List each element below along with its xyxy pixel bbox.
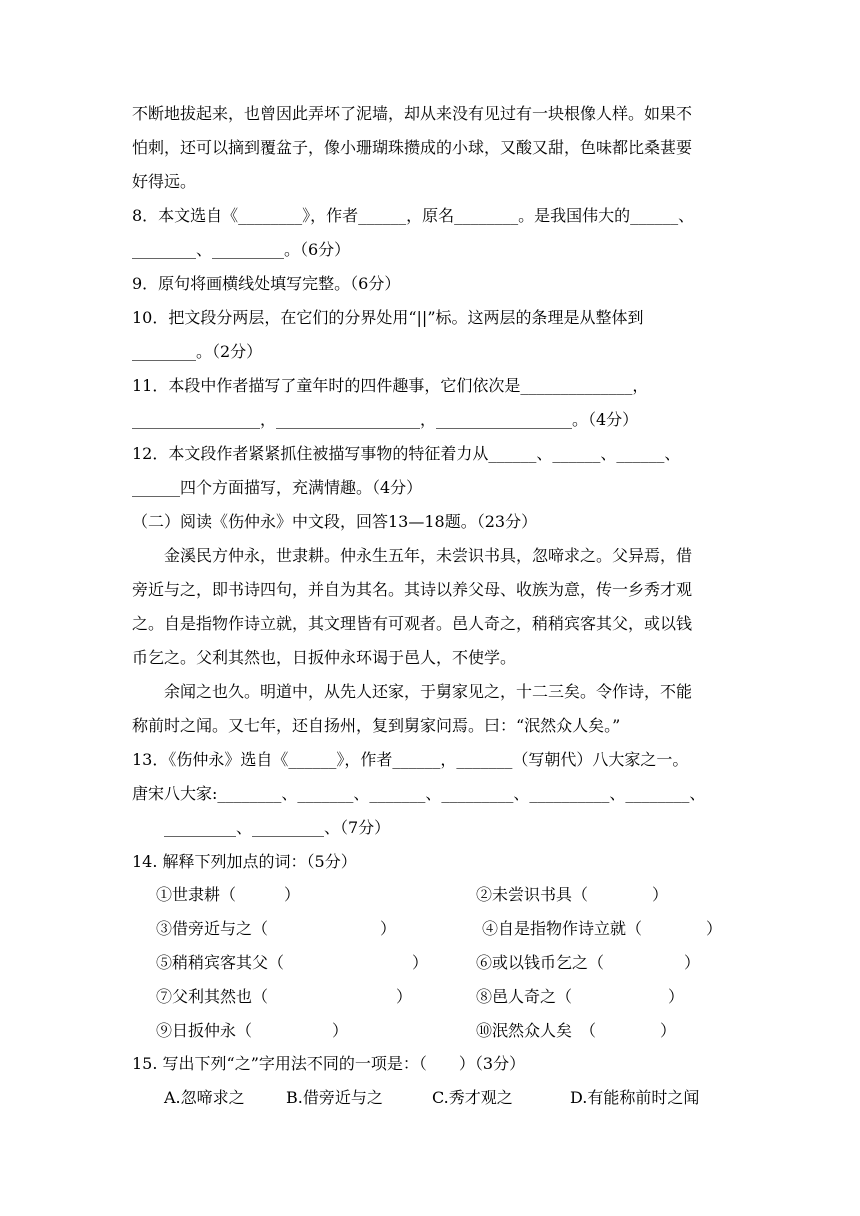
q14-item-2: ②未尝识书具（ ） bbox=[476, 885, 669, 904]
passage-b-p1-line-1: 金溪民方仲永，世隶耕。仲永生五年，未尝识书具，忽啼求之。父异焉，借 bbox=[164, 546, 693, 565]
q15-option-a: A.忽啼求之 bbox=[164, 1088, 245, 1107]
q14-item-10: ⑩泯然众人矣 （ ） bbox=[476, 1021, 677, 1040]
q14-item-4: ④自是指物作诗立就（ ） bbox=[482, 919, 723, 938]
q15-option-b: B.借旁近与之 bbox=[286, 1088, 383, 1107]
question-11-line-1: 11．本段中作者描写了童年时的四件趣事，它们依次是______________， bbox=[132, 376, 649, 395]
q15-option-c: C.秀才观之 bbox=[432, 1088, 513, 1107]
question-9: 9．原句将画横线处填写完整。（6分） bbox=[132, 274, 401, 293]
passage-b-p1-line-2: 旁近与之，即书诗四句，并自为其名。其诗以养父母、收族为意，传一乡秀才观 bbox=[132, 580, 693, 599]
passage-b-p1-line-4: 币乞之。父利其然也，日扳仲永环谒于邑人，不使学。 bbox=[132, 648, 517, 667]
q14-item-1: ①世隶耕（ ） bbox=[156, 885, 301, 904]
passage-a-line-3: 好得远。 bbox=[132, 172, 197, 191]
q15-option-d: D.有能称前时之闻 bbox=[570, 1088, 700, 1107]
question-12-line-1: 12．本文段作者紧紧抓住被描写事物的特征着力从______、______、______、 bbox=[132, 444, 681, 463]
question-12-line-2: ______四个方面描写，充满情趣。（4分） bbox=[132, 478, 423, 497]
passage-a-line-1: 不断地拔起来，也曾因此弄坏了泥墙，却从来没有见过有一块根像人样。如果不 bbox=[132, 104, 693, 123]
q14-item-9: ⑨日扳仲永（ ） bbox=[156, 1021, 349, 1040]
question-11-line-2: ________________，__________________，_________________。（4分） bbox=[132, 410, 639, 429]
question-10-line-2: ________。（2分） bbox=[132, 342, 263, 361]
passage-a-line-2: 怕刺，还可以摘到覆盆子，像小珊瑚珠攒成的小球，又酸又甜，色味都比桑葚要 bbox=[132, 138, 693, 157]
q14-item-7: ⑦父利其然也（ ） bbox=[156, 987, 413, 1006]
question-13-line-3: _________、_________、（7分） bbox=[164, 818, 391, 837]
question-14-stem: 14. 解释下列加点的词：（5分） bbox=[132, 852, 357, 871]
passage-b-p2-line-1: 余闻之也久。明道中，从先人还家，于舅家见之，十二三矣。令作诗，不能 bbox=[164, 682, 693, 701]
q14-item-5: ⑤稍稍宾客其父（ ） bbox=[156, 953, 429, 972]
q14-item-6: ⑥或以钱币乞之（ ） bbox=[476, 953, 701, 972]
section-2-heading: （二）阅读《伤仲永》中文段，回答13—18题。（23分） bbox=[132, 512, 538, 531]
question-13-line-2: 唐宋八大家:________、_______、_______、_________、__________、________、 bbox=[132, 784, 706, 803]
passage-b-p1-line-3: 之。自是指物作诗立就，其文理皆有可观者。邑人奇之，稍稍宾客其父，或以钱 bbox=[132, 614, 693, 633]
question-8-line-2: ________、_________。（6分） bbox=[132, 240, 351, 259]
question-13-line-1: 13．《伤仲永》选自《______》，作者______，_______（写朝代）八大家之一。 bbox=[132, 750, 689, 769]
q14-item-8: ⑧邑人奇之（ ） bbox=[476, 987, 685, 1006]
question-10-line-1: 10．把文段分两层，在它们的分界处用“||”标。这两层的条理是从整体到 bbox=[132, 308, 644, 327]
q14-item-3: ③借旁近与之（ ） bbox=[156, 919, 397, 938]
question-15-stem: 15. 写出下列“之”字用法不同的一项是：（ ）（3分） bbox=[132, 1054, 526, 1073]
question-8-line-1: 8．本文选自《________》，作者______，原名________。是我国伟大的______、 bbox=[132, 206, 695, 225]
passage-b-p2-line-2: 称前时之闻。又七年，还自扬州，复到舅家问焉。曰：“泯然众人矣。” bbox=[132, 716, 621, 735]
